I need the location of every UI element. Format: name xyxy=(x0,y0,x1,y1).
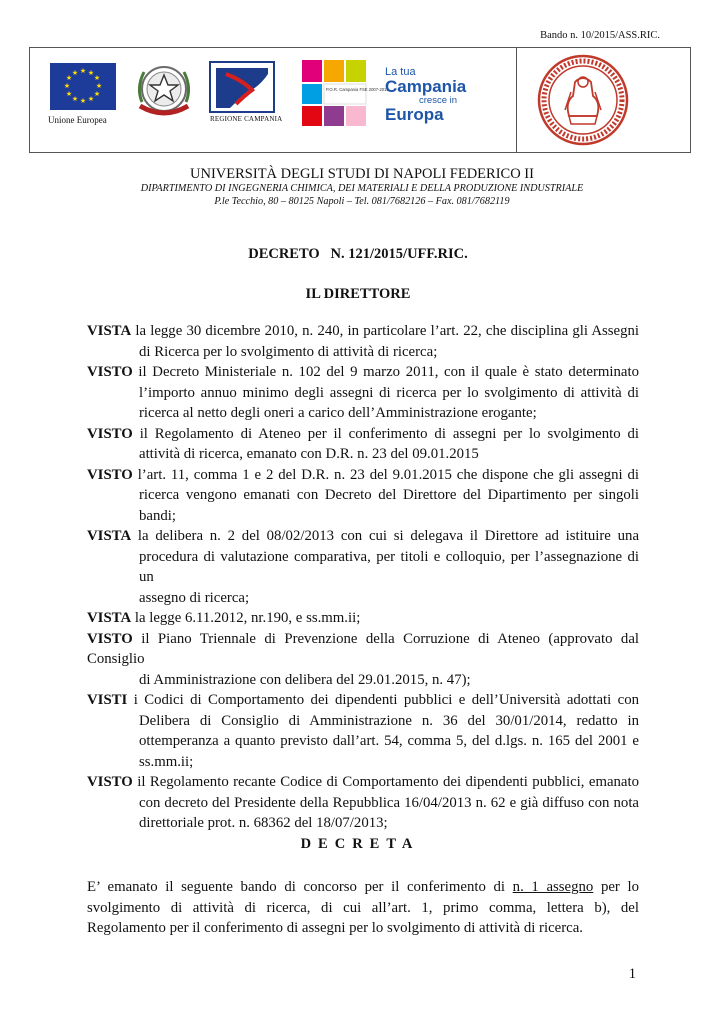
premise-text: l’art. 11, comma 1 e 2 del D.R. n. 23 del 9.01.2015 che dispone che gli assegni di xyxy=(137,466,639,483)
reference-number: Bando n. 10/2015/ASS.RIC. xyxy=(540,30,660,41)
premise-first-line xyxy=(87,465,639,486)
premise-continuation-line: ss.mm.ii; xyxy=(139,753,194,770)
premise-continuation-line: ottemperanza a quanto previsto dall’art. 54, comma 5, del d.lgs. n. 165 del 2001 e xyxy=(139,733,639,749)
svg-text:★: ★ xyxy=(63,82,71,90)
final-line-2: svolgimento di attività di ricerca, di cui all’art. 1, primo comma, lettera b), del xyxy=(87,899,639,916)
premise-continuation-line: Delibera di Consiglio di Amministrazione n. 36 del 30/01/2014, redatto in xyxy=(139,712,639,729)
premise-continuation-line: ricerca al netto degli oneri a carico dell’Amministrazione erogante; xyxy=(139,405,537,421)
premise-item xyxy=(87,608,639,629)
eu-label: Unione Europea xyxy=(48,115,107,125)
premise-text: i Codici di Comportamento dei dipendenti pubblici e dell’Università adottati con xyxy=(133,692,640,708)
premise-first-line xyxy=(87,772,639,793)
premise-keyword: VISTO xyxy=(87,774,133,790)
decreta-heading: DECRETA xyxy=(300,836,420,852)
premise-continuation-line: l’importo annuo minimo degli assegni di ricerca per lo svolgimento di attività di xyxy=(139,384,639,401)
premise-text: il Decreto Ministeriale n. 102 del 9 marzo 2011, con il quale è stato determinato xyxy=(138,364,639,380)
final-line-1-end: per lo xyxy=(600,879,640,895)
university-seal-icon xyxy=(535,52,631,148)
premise-first-line xyxy=(87,424,639,445)
eu-flag-icon xyxy=(50,63,116,110)
department-name: DIPARTIMENTO DI INGEGNERIA CHIMICA, DEI MATERIALI E DELLA PRODUZIONE INDUSTRIALE xyxy=(140,183,584,194)
premise-keyword: VISTA xyxy=(87,323,132,339)
svg-text:★: ★ xyxy=(65,74,73,82)
campaign-line3: cresce in xyxy=(419,95,458,106)
por-text: P.O.R. Campania FSE 2007-2013 xyxy=(326,87,389,92)
premise-continuation-line: attività di ricerca, emanato con D.R. n. 23 del 09.01.2015 xyxy=(139,446,479,462)
premise-keyword: VISTA xyxy=(87,528,132,544)
premise-first-line xyxy=(87,526,639,547)
premise-first-line xyxy=(87,321,639,342)
premise-text: il Piano Triennale di Prevenzione della Corruzione di Ateneo (approvato dal Consiglio xyxy=(87,630,640,667)
logo-divider xyxy=(516,48,517,152)
region-label: REGIONE CAMPANIA xyxy=(210,115,283,123)
premise-first-line xyxy=(87,362,639,383)
premise-item xyxy=(87,465,639,527)
department-address: P.le Tecchio, 80 – 80125 Napoli – Tel. 081/7682126 – Fax. 081/7682119 xyxy=(214,196,510,207)
assegno-count: n. 1 assegno xyxy=(512,879,594,895)
premise-continuation-line: assegno di ricerca; xyxy=(139,589,250,606)
premise-item xyxy=(87,362,639,424)
svg-text:★: ★ xyxy=(79,97,87,105)
premise-item xyxy=(87,321,639,362)
premise-continuation-line: bandi; xyxy=(139,507,176,524)
premise-item xyxy=(87,772,639,834)
campaign-line1: La tua xyxy=(385,66,416,78)
svg-text:★: ★ xyxy=(93,90,101,98)
premise-item xyxy=(87,629,639,691)
premise-continuation-line: ricerca vengono emanati con Decreto del Direttore del Dipartimento per singoli xyxy=(139,487,639,503)
logo-banner xyxy=(29,47,691,153)
premise-keyword: VISTO xyxy=(87,364,133,380)
italian-republic-emblem-icon xyxy=(130,58,198,124)
premise-keyword: VISTO xyxy=(87,466,133,483)
premise-first-line xyxy=(87,690,639,711)
svg-text:★: ★ xyxy=(87,95,95,103)
premise-keyword: VISTO xyxy=(87,425,133,442)
page-number: 1 xyxy=(628,966,636,982)
svg-text:★: ★ xyxy=(65,90,73,98)
premise-continuation-line: con decreto del Presidente della Repubblica 16/04/2013 n. 62 e già diffuso con nota xyxy=(139,794,639,811)
svg-text:★: ★ xyxy=(87,69,95,77)
decree-title: DECRETO N. 121/2015/UFF.RIC. xyxy=(248,246,468,262)
premise-keyword: VISTO xyxy=(87,630,133,647)
premise-text: il Regolamento recante Codice di Comportamento dei dipendenti pubblici, emanato xyxy=(137,774,640,790)
svg-text:★: ★ xyxy=(79,67,87,75)
regione-campania-logo-icon xyxy=(208,60,276,122)
premise-item xyxy=(87,424,639,465)
premise-continuation-line: procedura di valutazione comparativa, per titoli e colloquio, per l’assegnazione di un xyxy=(139,548,639,585)
premise-text: il Regolamento di Ateneo per il conferimento di assegni per lo svolgimento di xyxy=(139,425,639,442)
por-campania-logo-icon xyxy=(302,60,389,126)
svg-text:★: ★ xyxy=(71,95,79,103)
premise-item xyxy=(87,526,639,608)
premise-continuation-line: direttoriale prot. n. 68362 del 18/07/2013; xyxy=(139,815,388,831)
premise-continuation-line: di Amministrazione con delibera del 29.01.2015, n. 47); xyxy=(139,671,471,688)
premises-list xyxy=(87,321,639,834)
premise-text: la legge 30 dicembre 2010, n. 240, in particolare l’art. 22, che disciplina gli Assegni xyxy=(135,323,640,339)
final-paragraph xyxy=(87,877,639,939)
university-name: UNIVERSITÀ DEGLI STUDI DI NAPOLI FEDERICO II xyxy=(190,166,534,182)
director-heading: IL DIRETTORE xyxy=(305,286,411,302)
premise-keyword: VISTA xyxy=(87,610,132,626)
svg-text:★: ★ xyxy=(93,74,101,82)
campania-cresce-logo xyxy=(385,66,466,123)
premise-text: la delibera n. 2 del 08/02/2013 con cui si delegava il Direttore ad istituire una xyxy=(137,528,640,544)
final-line-1-text: E’ emanato il seguente bando di concorso per il conferimento di xyxy=(87,879,506,895)
premise-item xyxy=(87,690,639,772)
campaign-line4: Europa xyxy=(385,105,444,124)
final-line-3: Regolamento per il conferimento di assegni per lo svolgimento di attività di ricerca. xyxy=(87,920,583,936)
premise-first-line xyxy=(87,629,639,670)
svg-text:★: ★ xyxy=(95,82,103,90)
premise-first-line xyxy=(87,608,639,629)
premise-continuation-line: di Ricerca per lo svolgimento di attività di ricerca; xyxy=(139,343,438,360)
campaign-line2: Campania xyxy=(385,77,467,96)
premise-text: la legge 6.11.2012, nr.190, e ss.mm.ii; xyxy=(134,610,361,626)
final-line-1 xyxy=(87,877,639,898)
premise-keyword: VISTI xyxy=(87,692,128,708)
svg-text:★: ★ xyxy=(71,69,79,77)
